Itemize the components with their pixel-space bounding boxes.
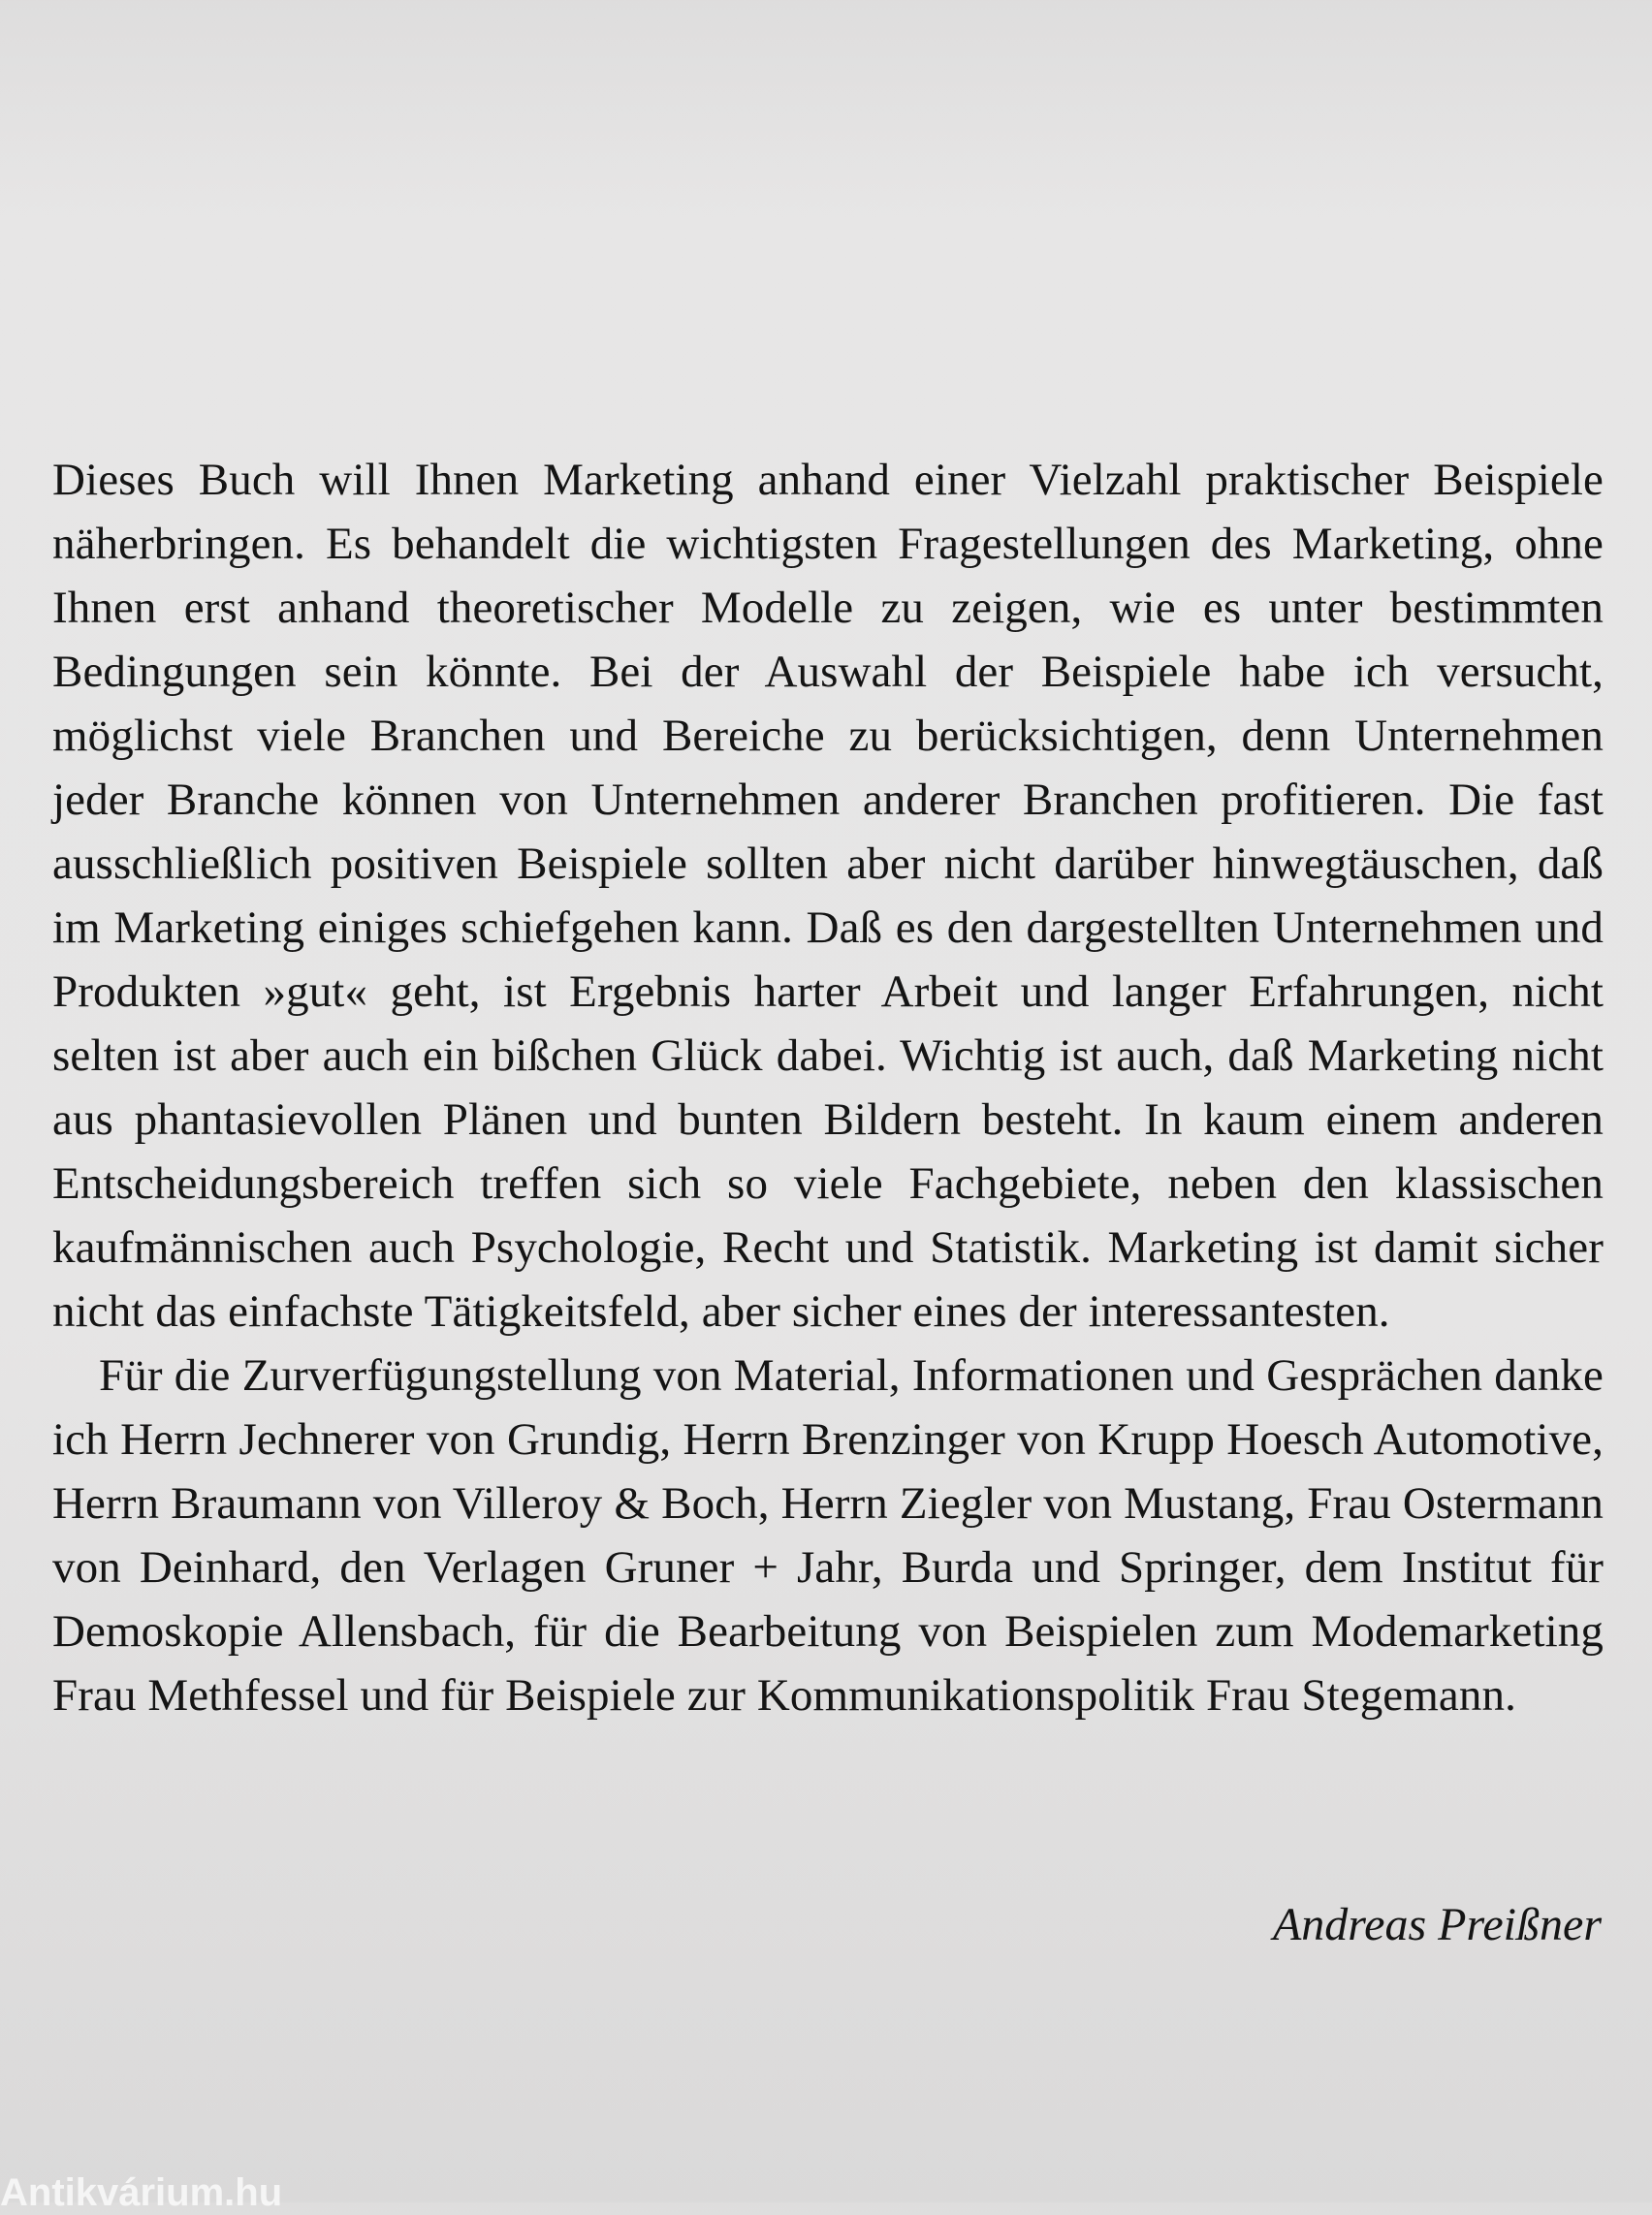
author-signature: Andreas Preißner: [1272, 1899, 1602, 1950]
paragraph-2: Für die Zurverfügungstellung von Material, Informationen und Gesprächen danke ich Herrn Jechnerer von Grundig, Herrn Brenzinger von Krupp Hoesch Automotive, Herrn Braumann von Villeroy & Boch, Herrn Ziegler von Mustang, Frau Ostermann von Deinhard, den Verlagen Gruner + Jahr, Burda und Springer, dem Institut für Demoskopie Allensbach, für die Bearbeitung von Beispielen zum Modemarketing Frau Methfessel und für Beispiele zur Kommunikationspolitik Frau Stegemann.: [52, 1350, 1604, 1721]
preface-text: [52, 448, 1604, 1727]
paragraph-1: Dieses Buch will Ihnen Marketing anhand einer Vielzahl praktischer Beispiele näherbringen. Es behandelt die wichtigsten Fragestellungen des Marketing, ohne Ihnen erst anhand theoretischer Modelle zu zeigen, wie es unter bestimmten Bedingungen sein könnte. Bei der Auswahl der Beispiele habe ich versucht, möglichst viele Branchen und Bereiche zu berücksichtigen, denn Unternehmen jeder Branche können von Unternehmen anderer Branchen profitieren. Die fast ausschließlich positiven Beispiele sollten aber nicht darüber hinwegtäuschen, daß im Marketing einiges schiefgehen kann. Daß es den dargestellten Unternehmen und Produkten »gut« geht, ist Ergebnis harter Arbeit und langer Erfahrungen, nicht selten ist aber auch ein bißchen Glück dabei. Wichtig ist auch, daß Marketing nicht aus phantasievollen Plänen und bunten Bildern besteht. In kaum einem anderen Entscheidungsbereich treffen sich so viele Fachgebiete, neben den klassischen kaufmännischen auch Psychologie, Recht und Statistik. Marketing ist damit sicher nicht das einfachste Tätigkeitsfeld, aber sicher eines der interessantesten.: [52, 455, 1604, 1337]
watermark: Antikvárium.hu: [0, 2171, 283, 2214]
